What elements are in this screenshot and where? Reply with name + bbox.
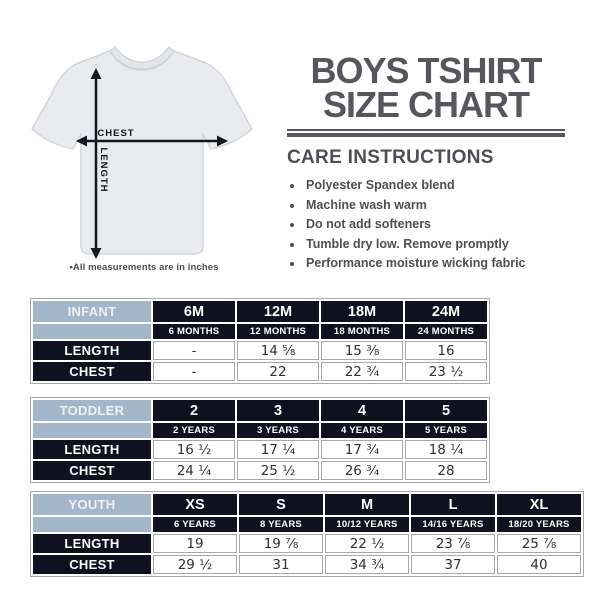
value-cell: 25 ½ (237, 461, 319, 480)
title-underline (287, 129, 565, 137)
value-cell: 19 (153, 534, 237, 553)
value-cell: 22 ½ (325, 534, 409, 553)
age-header: 6 MONTHS (153, 324, 235, 339)
row-label: CHEST (33, 362, 151, 381)
value-cell: 28 (405, 461, 487, 480)
value-cell: 37 (411, 555, 495, 574)
size-header: 4 (321, 400, 403, 421)
size-header: 12M (237, 301, 319, 322)
size-header: S (239, 494, 323, 515)
age-header: 8 YEARS (239, 517, 323, 532)
age-header: 18/20 YEARS (497, 517, 581, 532)
care-instruction-item: • Performance moisture wicking fabric (304, 254, 565, 274)
size-header: 24M (405, 301, 487, 322)
value-cell: 34 ¾ (325, 555, 409, 574)
care-instruction-item: • Polyester Spandex blend (304, 176, 565, 196)
row-label: LENGTH (33, 440, 151, 459)
page-title-line-2: SIZE CHART (323, 84, 529, 125)
toddler-size-table (30, 397, 490, 483)
title-care-column (287, 50, 565, 274)
age-header: 10/12 YEARS (325, 517, 409, 532)
age-header: 4 YEARS (321, 423, 403, 438)
page-title-line-1: BOYS TSHIRT (310, 50, 542, 91)
row-label: LENGTH (33, 341, 151, 360)
size-header: XS (153, 494, 237, 515)
age-header: 12 MONTHS (237, 324, 319, 339)
page-title (287, 50, 565, 125)
care-instructions-list (287, 176, 565, 274)
tshirt-measurement-diagram (26, 42, 258, 263)
value-cell: 29 ½ (153, 555, 237, 574)
length-label: LENGTH (98, 147, 109, 193)
group-label: TODDLER (33, 400, 151, 421)
age-header: 24 MONTHS (405, 324, 487, 339)
value-cell: 22 (237, 362, 319, 381)
tshirt-graphic (32, 51, 252, 254)
size-header: 6M (153, 301, 235, 322)
value-cell: 24 ¼ (153, 461, 235, 480)
size-header: 2 (153, 400, 235, 421)
value-cell: 23 ½ (405, 362, 487, 381)
value-cell: 16 (405, 341, 487, 360)
value-cell: - (153, 341, 235, 360)
group-spacer (33, 423, 151, 438)
infant-size-table (30, 298, 490, 384)
age-header: 6 YEARS (153, 517, 237, 532)
group-label: YOUTH (33, 494, 151, 515)
measurements-note: •All measurements are in inches (69, 262, 219, 273)
value-cell: 40 (497, 555, 581, 574)
value-cell: 18 ¼ (405, 440, 487, 459)
age-header: 14/16 YEARS (411, 517, 495, 532)
value-cell: 25 ⅞ (497, 534, 581, 553)
value-cell: 17 ¼ (237, 440, 319, 459)
chest-label: CHEST (97, 128, 135, 139)
age-header: 3 YEARS (237, 423, 319, 438)
value-cell: 14 ⅝ (237, 341, 319, 360)
group-spacer (33, 324, 151, 339)
row-label: LENGTH (33, 534, 151, 553)
age-header: 5 YEARS (405, 423, 487, 438)
row-label: CHEST (33, 461, 151, 480)
youth-size-table (30, 491, 584, 577)
value-cell: 19 ⅞ (239, 534, 323, 553)
age-header: 18 MONTHS (321, 324, 403, 339)
value-cell: - (153, 362, 235, 381)
size-header: 3 (237, 400, 319, 421)
size-header: 18M (321, 301, 403, 322)
value-cell: 23 ⅞ (411, 534, 495, 553)
value-cell: 15 ⅜ (321, 341, 403, 360)
size-header: M (325, 494, 409, 515)
size-header: L (411, 494, 495, 515)
care-instruction-item: • Tumble dry low. Remove promptly (304, 235, 565, 255)
value-cell: 31 (239, 555, 323, 574)
size-header: 5 (405, 400, 487, 421)
age-header: 2 YEARS (153, 423, 235, 438)
care-instruction-item: • Machine wash warm (304, 196, 565, 216)
group-spacer (33, 517, 151, 532)
value-cell: 16 ½ (153, 440, 235, 459)
value-cell: 22 ¾ (321, 362, 403, 381)
size-header: XL (497, 494, 581, 515)
care-instructions-heading: CARE INSTRUCTIONS (287, 147, 494, 168)
care-instruction-item: • Do not add softeners (304, 215, 565, 235)
value-cell: 17 ¾ (321, 440, 403, 459)
group-label: INFANT (33, 301, 151, 322)
value-cell: 26 ¾ (321, 461, 403, 480)
row-label: CHEST (33, 555, 151, 574)
